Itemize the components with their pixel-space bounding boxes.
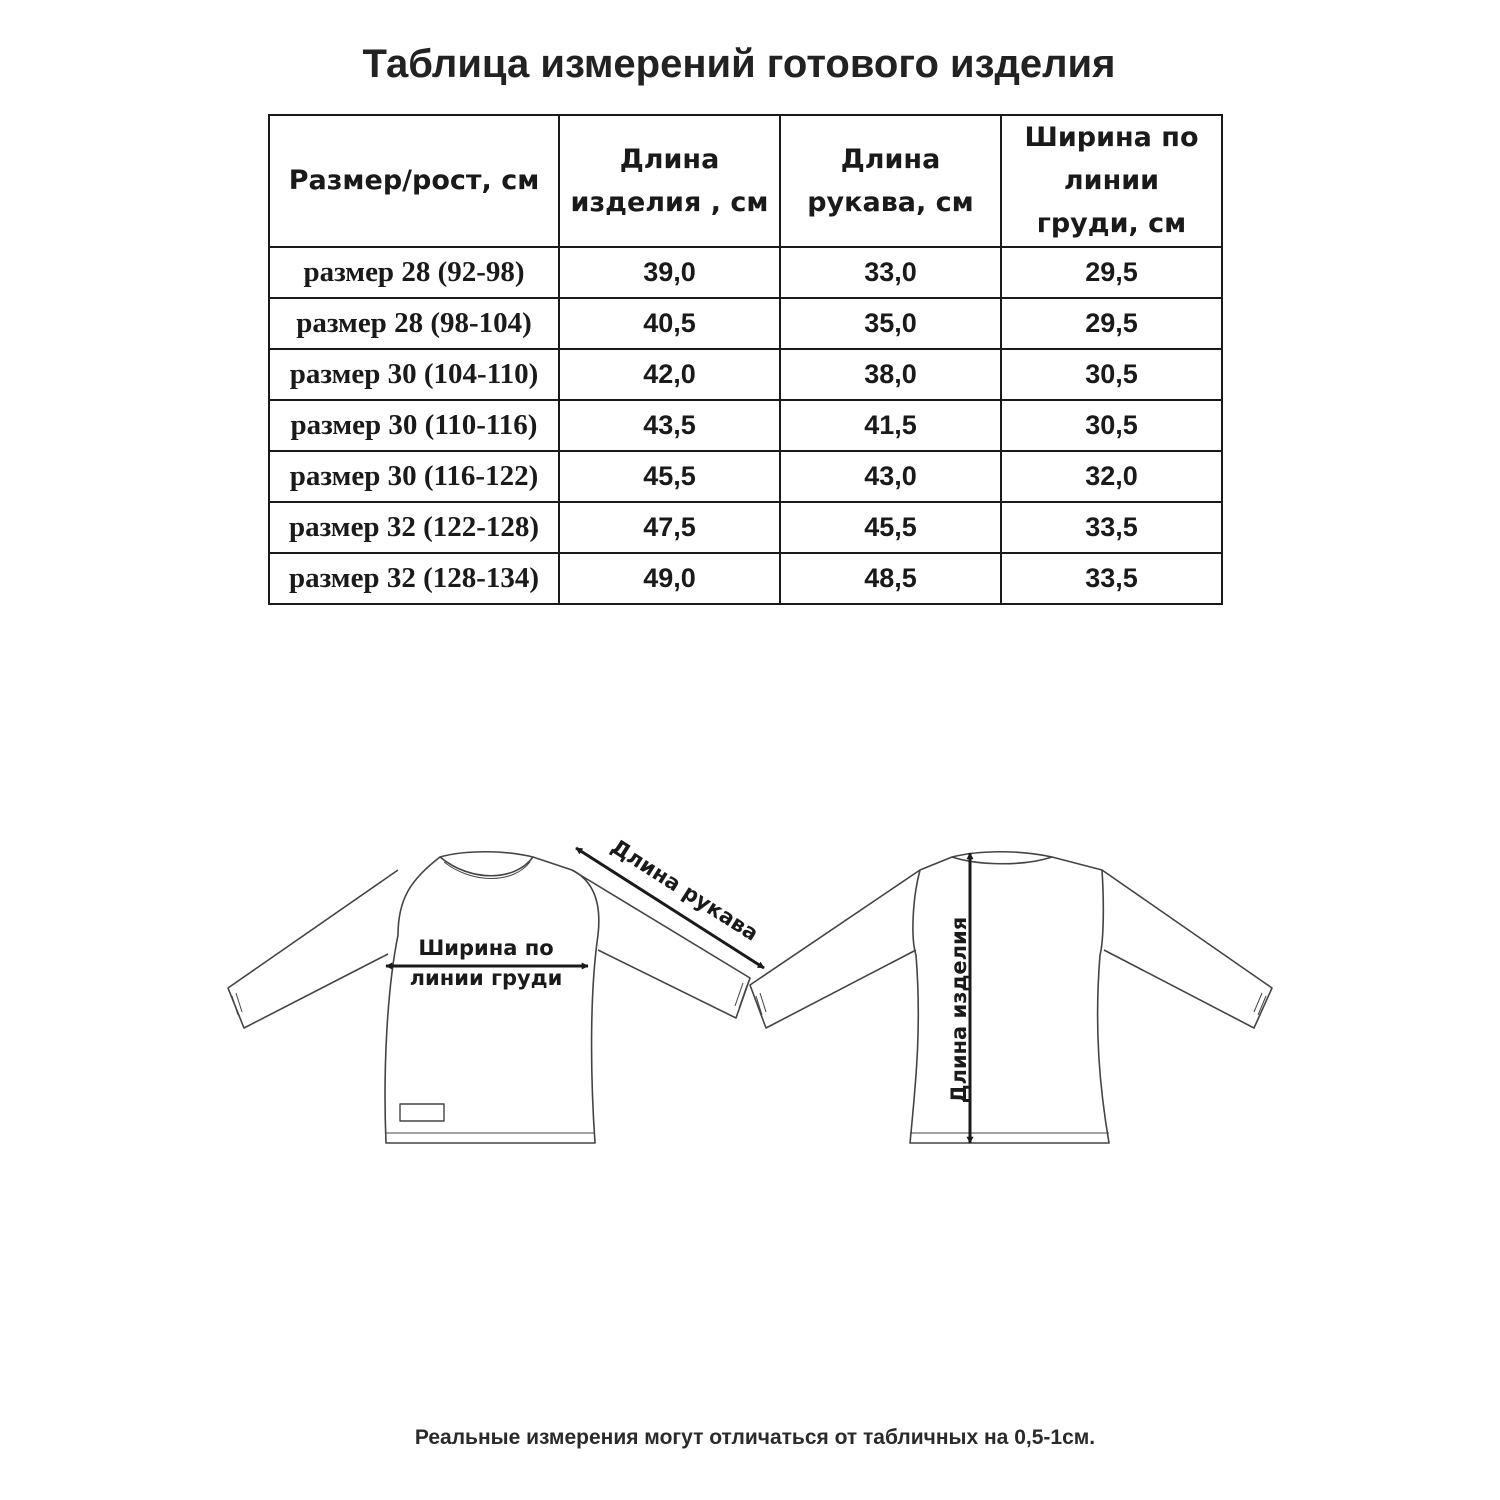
chest-cell: 30,5 — [1001, 400, 1222, 451]
size-cell: размер 28 (98-104) — [269, 298, 559, 349]
size-cell: размер 30 (116-122) — [269, 451, 559, 502]
length-cell: 45,5 — [559, 451, 780, 502]
shirt-back-drawing — [750, 852, 1272, 1143]
chest-cell: 33,5 — [1001, 502, 1222, 553]
garment-length-label: Длина изделия — [947, 916, 971, 1104]
sleeve-length-label: Длина рукава — [606, 834, 763, 946]
page-title: Таблица измерений готового изделия — [362, 42, 1116, 86]
header-size: Размер/рост, см — [269, 115, 559, 247]
length-cell: 49,0 — [559, 553, 780, 604]
chest-width-label-line1: Ширина по — [418, 936, 554, 960]
footer-note: Реальные измерения могут отличаться от табличных на 0,5-1см. — [414, 1426, 1096, 1449]
header-chest: Ширина по линии груди, см — [1001, 115, 1222, 247]
chest-width-label-line2: линии груди — [409, 966, 563, 990]
sleeve-cell: 41,5 — [780, 400, 1001, 451]
chest-cell: 32,0 — [1001, 451, 1222, 502]
chest-cell: 29,5 — [1001, 298, 1222, 349]
length-cell: 40,5 — [559, 298, 780, 349]
size-cell: размер 28 (92-98) — [269, 247, 559, 298]
chest-cell: 33,5 — [1001, 553, 1222, 604]
sleeve-cell: 48,5 — [780, 553, 1001, 604]
sleeve-cell: 35,0 — [780, 298, 1001, 349]
header-length: Длина изделия , см — [559, 115, 780, 247]
chest-cell: 29,5 — [1001, 247, 1222, 298]
size-cell: размер 30 (110-116) — [269, 400, 559, 451]
length-cell: 43,5 — [559, 400, 780, 451]
length-cell: 47,5 — [559, 502, 780, 553]
chest-cell: 30,5 — [1001, 349, 1222, 400]
size-cell: размер 32 (128-134) — [269, 553, 559, 604]
header-sleeve: Длина рукава, см — [780, 115, 1001, 247]
sleeve-cell: 43,0 — [780, 451, 1001, 502]
sleeve-cell: 33,0 — [780, 247, 1001, 298]
sleeve-cell: 45,5 — [780, 502, 1001, 553]
size-cell: размер 32 (122-128) — [269, 502, 559, 553]
sleeve-cell: 38,0 — [780, 349, 1001, 400]
length-cell: 42,0 — [559, 349, 780, 400]
size-cell: размер 30 (104-110) — [269, 349, 559, 400]
length-cell: 39,0 — [559, 247, 780, 298]
